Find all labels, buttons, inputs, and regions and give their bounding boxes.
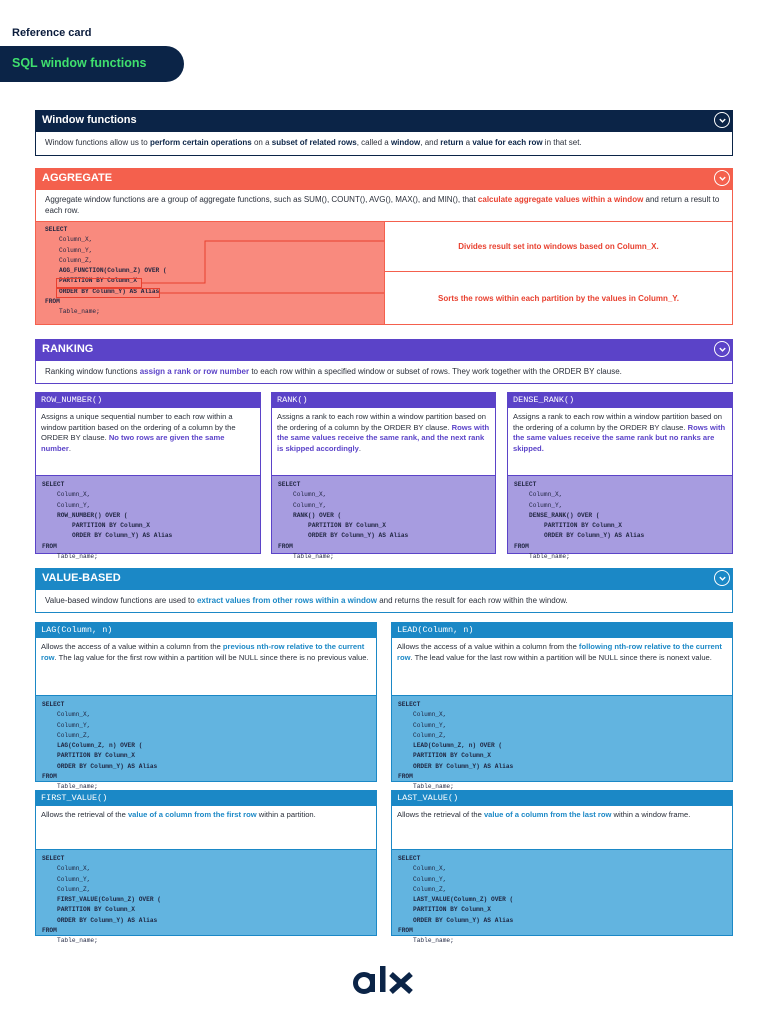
code-line: Column_X, <box>529 491 563 499</box>
highlighted-text: perform certain operations <box>149 138 252 148</box>
alx-logo <box>353 963 415 1004</box>
code-line: PARTITION BY Column_X <box>57 906 135 914</box>
code-line: FROM <box>42 542 57 550</box>
highlighted-text: No two rows are given the same number <box>41 433 225 453</box>
code-line: DENSE_RANK() OVER ( <box>529 511 600 519</box>
code-line: Column_X, <box>413 865 447 873</box>
desc-text: . The lead value for the last row within a partition will be NULL since there is nonext value. <box>410 652 712 662</box>
code-line: ORDER BY Column_Y) AS Alias <box>57 762 158 770</box>
code-line: PARTITION BY Column_X <box>413 752 491 760</box>
desc-text: . <box>68 443 71 453</box>
code-line: Column_X, <box>57 865 91 873</box>
code-line: Column_Y, <box>57 501 91 509</box>
code-line: Table_name; <box>529 553 570 561</box>
order-note: Sorts the rows within each partition by the values in Column_Y. <box>438 293 679 303</box>
code-line: Table_name; <box>413 937 454 945</box>
code-line: FROM <box>45 298 60 306</box>
desc-text: within a partition. <box>256 810 316 819</box>
ranking-desc <box>35 360 733 384</box>
code-line: Column_X, <box>57 711 91 719</box>
value-based-desc <box>35 589 733 613</box>
desc-text: . The lag value for the first row within a partition will be NULL since there is no previous value. <box>54 652 369 662</box>
desc-text: , and <box>420 138 441 148</box>
desc-text: Allows the retrieval of the <box>397 810 484 819</box>
value-based-title: VALUE-BASED <box>42 572 121 584</box>
value-based-header[interactable] <box>35 568 733 589</box>
highlighted-text: calculate aggregate values within a window <box>477 195 644 205</box>
code-line: Column_X, <box>57 491 91 499</box>
code-line: FROM <box>278 542 293 550</box>
code-line: FIRST_VALUE(Column_Z) OVER ( <box>57 896 161 904</box>
desc-text: and return a result to each row. <box>45 195 720 215</box>
card-title: FIRST_VALUE() <box>36 791 376 806</box>
desc-text: on a <box>251 138 272 148</box>
highlighted-text: extract values from other rows within a window <box>196 595 377 605</box>
code-line: PARTITION BY Column_X <box>72 522 150 530</box>
card-description <box>36 806 376 849</box>
ranking-header[interactable] <box>35 339 733 360</box>
card-title: LEAD(Column, n) <box>392 623 732 638</box>
card-title: SQL window functions <box>12 56 147 70</box>
code-line: ORDER BY Column_Y) AS Alias <box>413 916 514 924</box>
desc-text: Window functions allow us to <box>45 138 150 148</box>
code-line: SELECT <box>42 855 65 862</box>
desc-text: , called a <box>356 138 391 148</box>
code-line: PARTITION BY Column_X <box>57 752 135 760</box>
code-line: Column_Z, <box>413 885 447 893</box>
aggregate-connectors <box>0 0 768 340</box>
code-line: LEAD(Column_Z, n) OVER ( <box>413 742 503 750</box>
value-card-lead <box>391 622 733 791</box>
value-card-lag <box>35 622 377 791</box>
highlighted-text: assign a rank or row number <box>139 366 250 376</box>
code-line: Table_name; <box>57 783 98 791</box>
code-line: Column_Z, <box>57 731 91 739</box>
ranking-card-dense-rank <box>507 392 733 561</box>
card-code-block <box>36 475 260 561</box>
highlighted-text: Rows with the same values receive the same rank but no ranks are skipped. <box>513 422 726 453</box>
code-line: FROM <box>398 773 413 781</box>
highlighted-text: value for each row <box>472 138 543 148</box>
desc-text: Value-based window functions are used to <box>45 595 197 605</box>
aggregate-title: AGGREGATE <box>42 172 113 184</box>
code-line: AGG_FUNCTION(Column_Z) OVER ( <box>59 267 167 275</box>
desc-text: Allows the access of a value within a column from the <box>41 642 223 651</box>
card-title: RANK() <box>272 393 495 408</box>
code-line: PARTITION BY Column_X <box>59 277 137 285</box>
code-line: SELECT <box>398 855 421 862</box>
code-line: Column_Y, <box>529 501 563 509</box>
value-card-last-value <box>391 790 733 945</box>
code-line: LAST_VALUE(Column_Z) OVER ( <box>413 896 514 904</box>
code-line: Column_Z, <box>59 256 93 264</box>
code-line: Column_Y, <box>57 875 91 883</box>
ranking-title: RANKING <box>42 343 94 355</box>
code-line: SELECT <box>514 481 537 488</box>
code-line: ORDER BY Column_Y) AS Alias <box>72 532 173 540</box>
code-line: Column_X, <box>293 491 327 499</box>
code-line: Column_X, <box>413 711 447 719</box>
highlighted-text: value of a column from the last row <box>483 810 612 819</box>
code-line: Table_name; <box>293 553 334 561</box>
highlighted-text: subset of related rows <box>271 138 357 148</box>
code-line: SELECT <box>42 481 65 488</box>
code-line: PARTITION BY Column_X <box>308 522 386 530</box>
alx-logo-mark <box>353 963 415 999</box>
code-line: ORDER BY Column_Y) AS Alias <box>544 532 645 540</box>
card-description <box>36 408 260 475</box>
code-line: Column_Y, <box>59 246 93 254</box>
card-title: ROW_NUMBER() <box>36 393 260 408</box>
code-line: Table_name; <box>59 308 100 316</box>
code-line: FROM <box>42 927 57 935</box>
code-line: Column_Z, <box>57 885 91 893</box>
desc-text: in that set. <box>542 138 582 148</box>
card-description <box>272 408 495 475</box>
card-code-block <box>272 475 495 561</box>
value-card-first-value <box>35 790 377 945</box>
desc-text: Assigns a rank to each row within a window partition based on the ordering of a column by the ORDER BY clause. <box>513 412 722 432</box>
code-line: Column_Y, <box>413 721 447 729</box>
code-line: Column_Y, <box>57 721 91 729</box>
desc-text: Aggregate window functions are a group of aggregate functions, such as SUM(), COUNT(), AVG(), MAX(), and MIN(), that <box>45 195 478 205</box>
code-line: Column_Y, <box>293 501 327 509</box>
code-line: Table_name; <box>413 783 454 791</box>
code-line: ORDER BY Column_Y) AS Alias <box>308 532 409 540</box>
code-line: SELECT <box>278 481 301 488</box>
card-description <box>392 806 732 849</box>
card-title: LAST_VALUE() <box>392 791 732 806</box>
code-line: PARTITION BY Column_X <box>413 906 491 914</box>
desc-text: Assigns a rank to each row within a window partition based on the ordering of a column by the ORDER BY clause. <box>277 412 486 432</box>
card-title: LAG(Column, n) <box>36 623 376 638</box>
card-code-block <box>36 849 376 945</box>
code-line: ORDER BY Column_Y) AS Alias <box>413 762 514 770</box>
partition-note: Divides result set into windows based on Column_X. <box>385 222 732 272</box>
code-line: ROW_NUMBER() OVER ( <box>57 511 128 519</box>
card-code-block <box>392 695 732 791</box>
code-line: Table_name; <box>57 937 98 945</box>
code-line: LAG(Column_Z, n) OVER ( <box>57 742 143 750</box>
chevron-down-icon[interactable] <box>714 570 730 586</box>
desc-text: Assigns a unique sequential number to each row within a window partition based on the ordering of a column by the ORDER BY clause. <box>41 412 236 442</box>
reference-card-label: Reference card <box>12 27 92 39</box>
window-functions-title: Window functions <box>42 114 137 126</box>
code-line: Column_Z, <box>413 731 447 739</box>
highlighted-text: return <box>440 138 464 148</box>
code-line: SELECT <box>45 226 68 233</box>
code-line: PARTITION BY Column_X <box>544 522 622 530</box>
highlighted-text: previous nth-row relative to the current row <box>41 642 365 662</box>
code-line: SELECT <box>42 701 65 708</box>
code-line: Column_X, <box>59 236 93 244</box>
card-description <box>508 408 732 475</box>
code-line: ORDER BY Column_Y) AS Alias <box>57 916 158 924</box>
desc-text: to each row within a specified window or subset of rows. They work together with the ORDER BY clause. <box>249 366 622 376</box>
highlighted-text: value of a column from the first row <box>127 810 257 819</box>
desc-text: a <box>463 138 473 148</box>
desc-text: within a window frame. <box>611 810 691 819</box>
code-line: RANK() OVER ( <box>293 511 342 519</box>
code-line: Table_name; <box>57 553 98 561</box>
card-title: DENSE_RANK() <box>508 393 732 408</box>
desc-text: Ranking window functions <box>45 366 140 376</box>
ranking-card-rank <box>271 392 496 561</box>
desc-text: and returns the result for each row within the window. <box>377 595 568 605</box>
card-description <box>36 638 376 695</box>
ranking-card-row-number <box>35 392 261 561</box>
chevron-down-icon[interactable] <box>714 341 730 357</box>
desc-text: Allows the access of a value within a column from the <box>397 642 579 651</box>
card-code-block <box>508 475 732 561</box>
code-line: FROM <box>398 927 413 935</box>
code-line: SELECT <box>398 701 421 708</box>
desc-text: . <box>358 443 361 453</box>
code-line: FROM <box>514 542 529 550</box>
desc-text: Allows the retrieval of the <box>41 810 128 819</box>
highlighted-text: window <box>390 138 421 148</box>
code-line: Column_Y, <box>413 875 447 883</box>
card-code-block <box>36 695 376 791</box>
highlighted-text: following nth-row relative to the current row <box>397 642 722 662</box>
code-line: ORDER BY Column_Y) AS Alias <box>59 287 160 295</box>
card-code-block <box>392 849 732 945</box>
code-line: FROM <box>42 773 57 781</box>
highlighted-text: Rows with the same values receive the same rank, and the next rank is skipped accordingly <box>277 422 490 453</box>
card-description <box>392 638 732 695</box>
